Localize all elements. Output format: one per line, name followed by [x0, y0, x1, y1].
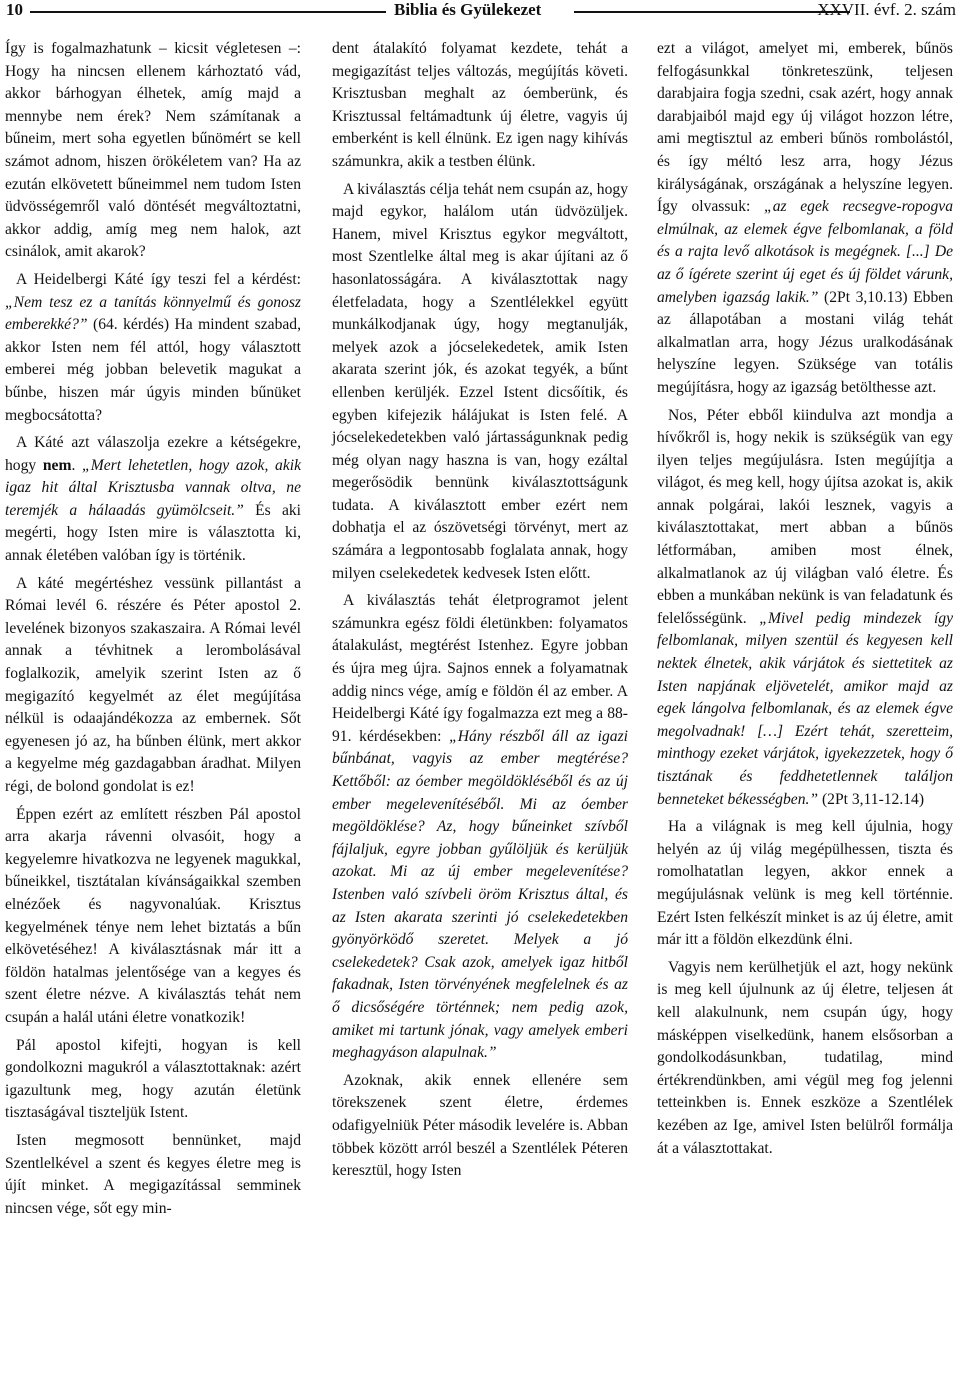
paragraph: Pál apostol kifejti, hogyan is kell gondolkozni magukról a választottaknak: azért igazultunk meg, hogy azután életünk tisztaságával tiszteljük Istent. [5, 1036, 301, 1122]
paragraph: dent átalakító folyamat kezdete, tehát a megigazítást teljes változás, megújítás követi. Krisztusban meghalt az óemberünk, és Krisztussal feltámadtunk új életre, vagyis új emberként is kell élnünk. Ez igen nagy kihívás számunkra, akik a testben élünk. [332, 40, 628, 170]
paragraph: A kiválasztás célja tehát nem csupán az, hogy majd egykor, halálom után üdvözüljek. Hanem, mivel Krisztus egykor megváltott, most Szentlelke által meg is akar újítani az ő hasonlatosságára. A kiválasztottak nagy életfeladata, hogy a Szentlélekkel együtt munkálkodjanak úgy, hogy megtanulják, melyek azok a jócselekedetek, amik Isten akarata szerint jók, és azokat tegyék, a bűnt ellenben kerüljék. Ezzel Istent dicsőítik, és egyben kifejezik hálájukat is Isten felé. A jócselekedetekben való jártasságunknak pedig még olyan nagy haszna is van, hogy ezáltal megerősödik bennünk kiválasztottságunk tudata. A kiválasztott ember ezért nem dobhatja el az ószövetségi törvényt, mert az számára a legpontosabb foglalata annak, hogy milyen cselekedetek kedvesek Isten előtt. [332, 180, 628, 582]
paragraph: Isten megmosott bennünket, majd Szentlelkével a szent és kegyes életre meg is újít minket. A megigazítással semminek nincsen vége, sőt egy min- [5, 1131, 301, 1217]
paragraph: A kiválasztás tehát életprogramot jelent számunkra egész földi életünkben: folyamatos átalakulást, megtérést Istenhez. Egyre jobban és újra meg újra. Sajnos ennek a folyamatnak addig nincs vége, amíg e földön él az ember. A Heidelbergi Káté így fogalmazza ezt meg a 88-91. kérdésekben: „Hány részből áll az igazi bűnbánat, vagyis az ember megtérése? Kettőből: az óember megöldökléséből és az új ember megelevenítéséből. Mi az óember megöldöklése? Az, hogy bűneinket szívből fájlaljuk, egyre jobban gyűlöljük és kerüljük azokat. Mi az új ember megelevenítése? Istenben való szívbeli öröm Krisztus által, és az Isten akarata szerinti jó cselekedetekben gyönyörködő szeretet. Melyek a jó cselekedetek? Csak azok, amelyek igaz hitből fakadnak, Isten törvényének megfelelnek és az ő dicsőségére történnek; nem pedig azok, amiket mi tartunk jónak, vagy amelyek emberi meghagyáson alapulnak.” [332, 592, 628, 1062]
text-column-2 [332, 38, 628, 1188]
paragraph: Nos, Péter ebből kiindulva azt mondja a hívőkről is, hogy nekik is szükségük van egy ilyen teljes megújulásra. Isten megújítja a világot, és meg kell, hogy újítsa azokat is, akik annak polgárai, lakói lesznek, vagyis a kiválasztottakat, mert abban a bűnös létformában, amiben most élnek, alkalmatlanok az új világban való életre. És ebben a munkában nekünk is van feladatunk és felelősségünk. „Mivel pedig mindezek így felbomlanak, milyen szentül és kegyesen kell nektek élnetek, akik várjátok és siettetitek az Isten napjának eljövetelét, amikor majd az egek lángolva felbomlanak, és az elemek égve megolvadnak! […] Ezért tehát, szeretteim, minthogy ezeket várjátok, igyekezzetek, hogy ő tisztának és feddhetetlennek találjon benneteket békességben.” (2Pt 3,11-12.14) [657, 406, 953, 808]
paragraph: Így is fogalmazhatunk – kicsit végletesen –: Hogy ha nincsen ellenem kárhoztató vád, akkor bárhogyan élhetek, amíg majd a mennybe nem érek? Nem számítanak a bűneim, mert soha egyetlen bűnömért se kell számot adnom, hiszen örökéletem van? Ha az ezután elkövetett bűneimmel nem tudom Isten üdvösségemről való döntését megváltoztatni, akkor addig, amíg meg nem halok, azt csinálok, amit akarok? [5, 40, 301, 261]
paragraph: ezt a világot, amelyet mi, emberek, bűnös felfogásunkkal tönkreteszünk, teljesen darabjaira fogja szedni, csak azért, hogy annak darabjaiból majd egy új világot hozzon létre, ami megtisztul az emberi bűnös rombolástól, és így méltó lesz arra, hogy Jézus királyságának, országának a helyszíne legyen. Így olvassuk: „az egek recsegve-ropogva elmúlnak, az elemek égve felbomlanak, a föld és a rajta levő alkotások is megégnek. [...] De az ő ígérete szerint új eget és új földet várunk, amelyben igazság lakik.” (2Pt 3,10.13) Ebben az állapotában a mostani világ tehát alkalmatlan arra, hogy Jézus uralkodásának helyszíne legyen. Szüksége van totális megújításra, hogy az igazság betölthesse azt. [657, 40, 953, 396]
journal-title: Biblia és Gyülekezet [394, 0, 542, 19]
paragraph: A káté megértéshez vessünk pillantást a Római levél 6. részére és Péter apostol 2. levelének bizonyos szakaszaira. A Római levél annak a tévhitnek a lerombolásával foglalkozik, amelyik szerint Isten az ő megigazító kegyelmét az élet megújítása nélkül is odaajándékozza az embernek. Sőt egyenesen jó az, ha bűnben élünk, mert akkor a kegyelme még gazdagabban áradhat. Milyen régi, de bolond gondolat is ez! [5, 574, 301, 795]
text-column-3 [657, 38, 953, 1165]
paragraph: Azoknak, akik ennek ellenére sem törekszenek szent életre, érdemes odafigyelniük Péter második levelére is. Abban többek között arról beszél a Szentlélek Péteren keresztül, hogy Isten [332, 1071, 628, 1180]
header-rule-right [574, 11, 850, 13]
header-rule-left [30, 11, 386, 13]
page-number: 10 [6, 0, 23, 19]
paragraph: A Káté azt válaszolja ezekre a kétségekre, hogy nem. „Mert lehetetlen, hogy azok, akik igaz hit által Krisztusba vannak oltva, ne teremjék a hálaadás gyümölcseit.” És aki megérti, hogy Isten mire is választotta ki, annak életében valóban így is történik. [5, 434, 302, 565]
text-column-1 [5, 38, 301, 1225]
paragraph: Ha a világnak is meg kell újulnia, hogy helyén az új világ megépülhessen, tiszta és romolhatatlan legyen, akkor ennek a megújulásnak velünk is meg kell történnie. Ezért Isten felkészít minket is az új életre, amit már itt a földön elkezdünk élni. [657, 818, 953, 949]
issue-label: XXVII. évf. 2. szám [817, 0, 956, 19]
paragraph: Éppen ezért az említett részben Pál apostol arra akarja rávenni olvasóit, hogy a kegyelemre hivatkozva ne legyenek magukkal, bűneikkel, tisztátalan kívánságaikkal szemben elnézőek és nagyvonalúak. Krisztus kegyelmének ténye nem lehet biztatás a bűn elkövetéséhez! A kiválasztásnak már itt a földön hatalmas jelentősége van a kegyes és szent életre nézve. A kiválasztás tehát nem csupán a halál utáni életre vonatkozik! [5, 805, 301, 1026]
running-header [0, 0, 960, 26]
paragraph: A Heidelbergi Káté így teszi fel a kérdést: „Nem tesz ez a tanítás könnyelmű és gonosz emberekké?” (64. kérdés) Ha mindent szabad, akkor Isten nem fél attól, hogy választott emberei még jobban belevetik magukat a bűnbe, hiszen már úgyis minden bűnüket megbocsátotta? [5, 270, 301, 424]
paragraph: Vagyis nem kerülhetjük el azt, hogy nekünk is meg kell újulnunk az új életre, teljesen át kell alakulnunk, nem csupán úgy, hogy másképpen viselkedünk, hanem elsősorban a gondolkodásunkban, tudatilag, mind értékrendünkben, ami végül meg fog jelenni tetteinkben is. Ennek eszköze a Szentlélek kezében az Ige, amivel Isten belülről formálja át a választottakat. [657, 958, 953, 1157]
